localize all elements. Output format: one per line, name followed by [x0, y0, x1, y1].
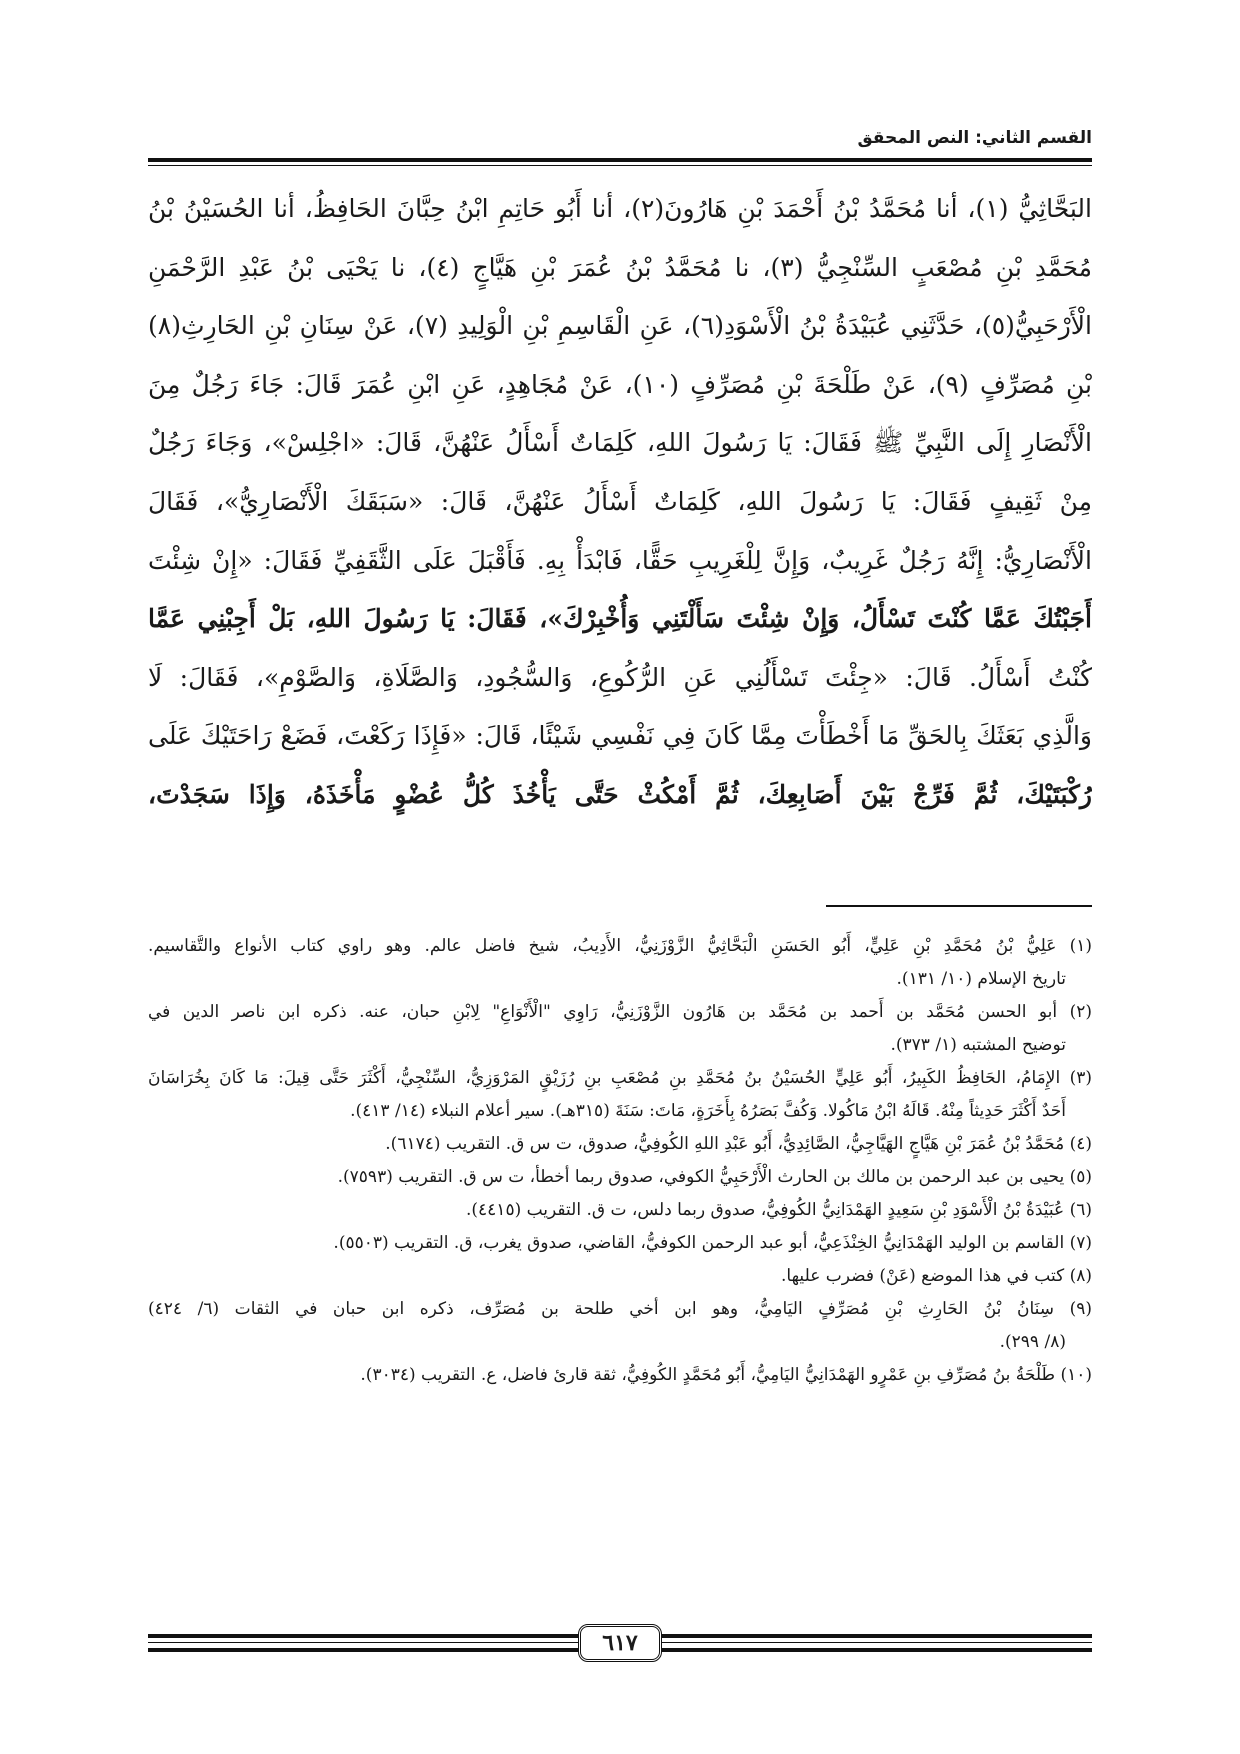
main-text — [148, 180, 1092, 825]
footnote-line: (٩) سِنَانُ بْنُ الحَارِثِ بْنِ مُصَرِّفٍ اليَامِيُّ، وهو ابن أخي طلحة بن مُصَرِّف، ذكره ابن حبان في الثقات (٦/ ٤٢٤) — [148, 1299, 1092, 1319]
footnote-10 — [148, 1359, 1092, 1392]
footnote-line: (٣) الإِمَامُ، الحَافِظُ الكَبِيرُ، أَبُو عَلِيٍّ الحُسَيْنُ بنُ مُحَمَّدِ بنِ مُصْعَبِ بنِ رُزَيْقٍ المَرْوَزِيُّ، السِّنْجِيُّ، أَكْثَرَ حَتَّى قِيلَ: مَا كَانَ بِخُرَاسَانَ — [148, 1068, 1092, 1088]
header-rule-thick — [148, 158, 1092, 162]
footnote-6 — [148, 1194, 1092, 1227]
header-rule-thin — [148, 165, 1092, 166]
footnote-divider — [826, 905, 1092, 907]
footnote-line: (٨) كتب في هذا الموضع (عَنْ) فضرب عليها. — [781, 1266, 1092, 1286]
main-text-line: بْنِ مُصَرِّفٍ (٩)، عَنْ طَلْحَةَ بْنِ مُصَرِّفٍ (١٠)، عَنْ مُجَاهِدٍ، عَنِ ابْنِ عُمَرَ قَالَ: جَاءَ رَجُلٌ مِنَ — [148, 369, 1092, 399]
footnote-line: (٦) عُبَيْدَةُ بْنُ الْأَسْوَدِ بْنِ سَعِيدٍ الهَمْدَانِيُّ الكُوفِيُّ، صدوق ربما دلس، ت ق. التقريب (٤٤١٥). — [466, 1200, 1092, 1220]
footnote-line: (٥) يحيى بن عبد الرحمن بن مالك بن الحارث الْأَرْحَبِيُّ الكوفي، صدوق ربما أخطأ، ت س ق. التقريب (٧٥٩٣). — [337, 1167, 1092, 1187]
footnote-line: (٨/ ٢٩٩). — [999, 1332, 1066, 1352]
main-text-line: الْأَرْحَبِيُّ(٥)، حَدَّثَنِي عُبَيْدَةُ بْنُ الْأَسْوَدِ(٦)، عَنِ الْقَاسِمِ بْنِ الْوَلِيدِ (٧)، عَنْ سِنَانِ بْنِ الحَارِثِ(٨) — [148, 311, 1092, 341]
main-text-line: الْأَنْصَارِ إِلَى النَّبِيِّ ﷺ فَقَالَ: يَا رَسُولَ اللهِ، كَلِمَاتٌ أَسْأَلُ عَنْهُنَّ، قَالَ: «اجْلِسْ»، وَجَاءَ رَجُلٌ — [148, 428, 1092, 458]
footnote-line: تاريخ الإسلام (١٠/ ١٣١). — [896, 969, 1066, 989]
footnote-4 — [148, 1128, 1092, 1161]
footnote-2 — [148, 996, 1092, 1062]
footnote-line: (١) عَلِيُّ بْنُ مُحَمَّدِ بْنِ عَلِيٍّ، أَبُو الحَسَنِ الْبَحَّاثِيُّ الزَّوْزَنِيُّ، الأَدِيبُ، شيخ فاضل عالم. وهو راوي كتاب الأنواع والتَّقاسيم. — [148, 936, 1092, 956]
footnote-line: (١٠) طَلْحَةُ بنُ مُصَرِّفِ بنِ عَمْرٍو الهَمْدَانِيُّ اليَامِيُّ، أَبُو مُحَمَّدٍ الكُوفِيُّ، ثقة قارئ فاضل، ع. التقريب (٣٠٣٤). — [360, 1365, 1092, 1385]
footnote-9 — [148, 1293, 1092, 1359]
footnote-7 — [148, 1227, 1092, 1260]
footnote-line: (٢) أبو الحسن مُحَمَّد بن أَحمد بن مُحَمَّد بن هَارُون الزَّوْزَنِيُّ، رَاوِي "الْأَنْوَاعِ" لِابْنِ حبان، عنه. ذكره ابن ناصر الدين في — [148, 1002, 1092, 1022]
main-text-line: كُنْتُ أَسْأَلُ. قَالَ: «جِئْتَ تَسْأَلُنِي عَنِ الرُّكُوعِ، وَالسُّجُودِ، وَالصَّلَاةِ، وَالصَّوْمِ»، فَقَالَ: لَا — [148, 662, 1092, 692]
footnote-5 — [148, 1161, 1092, 1194]
main-text-line: أَجَبْتُكَ عَمَّا كُنْتَ تَسْأَلُ، وَإِنْ شِئْتَ سَأَلْتَنِي وَأُخْبِرْكَ»، فَقَالَ: يَا رَسُولَ اللهِ، بَلْ أَجِبْنِي عَمَّا — [148, 604, 1092, 634]
main-text-line: مُحَمَّدِ بْنِ مُصْعَبٍ السِّنْجِيُّ (٣)، نا مُحَمَّدُ بْنُ عُمَرَ بْنِ هَيَّاجٍ (٤)، نا يَحْيَى بْنُ عَبْدِ الرَّحْمَنِ — [148, 252, 1092, 282]
footnote-line: (٧) القاسم بن الوليد الهَمْدَانِيُّ الخِنْذَعِيُّ، أبو عبد الرحمن الكوفيُّ، القاضي، صدوق يغرب، ق. التقريب (٥٥٠٣). — [333, 1233, 1092, 1253]
page-footer — [148, 1624, 1092, 1668]
main-text-line: وَالَّذِي بَعَثَكَ بِالحَقِّ مَا أَخْطَأْتَ مِمَّا كَانَ فِي نَفْسِي شَيْئًا، قَالَ: «فَإِذَا رَكَعْتَ، فَضَعْ رَاحَتَيْكَ عَلَى — [148, 721, 1092, 751]
footnote-1 — [148, 930, 1092, 996]
main-text-line: البَحَّاثِيُّ (١)، أنا مُحَمَّدُ بْنُ أَحْمَدَ بْنِ هَارُونَ(٢)، أنا أَبُو حَاتِمِ ابْنُ حِبَّانَ الحَافِظُ، أنا الحُسَيْنُ بْنُ — [148, 194, 1092, 223]
section-title: القسم الثاني: النص المحقق — [857, 128, 1092, 148]
page-number: ٦١٧ — [578, 1624, 662, 1662]
footnotes — [148, 930, 1092, 1392]
footnote-3 — [148, 1062, 1092, 1128]
main-text-line: الْأَنْصَارِيُّ: إِنَّهُ رَجُلٌ غَرِيبٌ، وَإِنَّ لِلْغَرِيبِ حَقًّا، فَابْدَأْ بِهِ. فَأَقْبَلَ عَلَى الثَّقَفِيِّ فَقَالَ: «إِنْ شِئْتَ — [148, 545, 1092, 575]
footnote-line: توضيح المشتبه (١/ ٣٧٣). — [890, 1035, 1066, 1055]
main-text-line: رُكْبَتَيْكَ، ثُمَّ فَرِّجْ بَيْنَ أَصَابِعِكَ، ثُمَّ أَمْكُثْ حَتَّى يَأْخُذَ كُلُّ عُضْوٍ مَأْخَذَهُ، وَإِذَا سَجَدْتَ، — [148, 779, 1092, 809]
footnote-line: أَحَدٌ أَكْثَرَ حَدِيثاً مِنْهُ. قَالَهُ ابْنُ مَاكُولا. وَكُفَّ بَصَرُهُ بِأَخَرَةٍ، مَاتَ: سَنَةَ (٣١٥هـ). سير أعلام النبلاء (١٤/ ٤١٣). — [350, 1101, 1066, 1121]
footnote-line: (٤) مُحَمَّدُ بْنُ عُمَرَ بْنِ هَيَّاجٍ الهَيَّاجِيُّ، الصَّائِدِيُّ، أَبُو عَبْدِ اللهِ الكُوفِيُّ، صدوق، ت س ق. التقريب (٦١٧٤). — [385, 1134, 1092, 1154]
main-text-line: مِنْ ثَقِيفٍ فَقَالَ: يَا رَسُولَ اللهِ، كَلِمَاتٌ أَسْأَلُ عَنْهُنَّ، قَالَ: «سَبَقَكَ الْأَنْصَارِيُّ»، فَقَالَ — [148, 486, 1092, 516]
page-header — [148, 128, 1092, 148]
footnote-8 — [148, 1260, 1092, 1293]
